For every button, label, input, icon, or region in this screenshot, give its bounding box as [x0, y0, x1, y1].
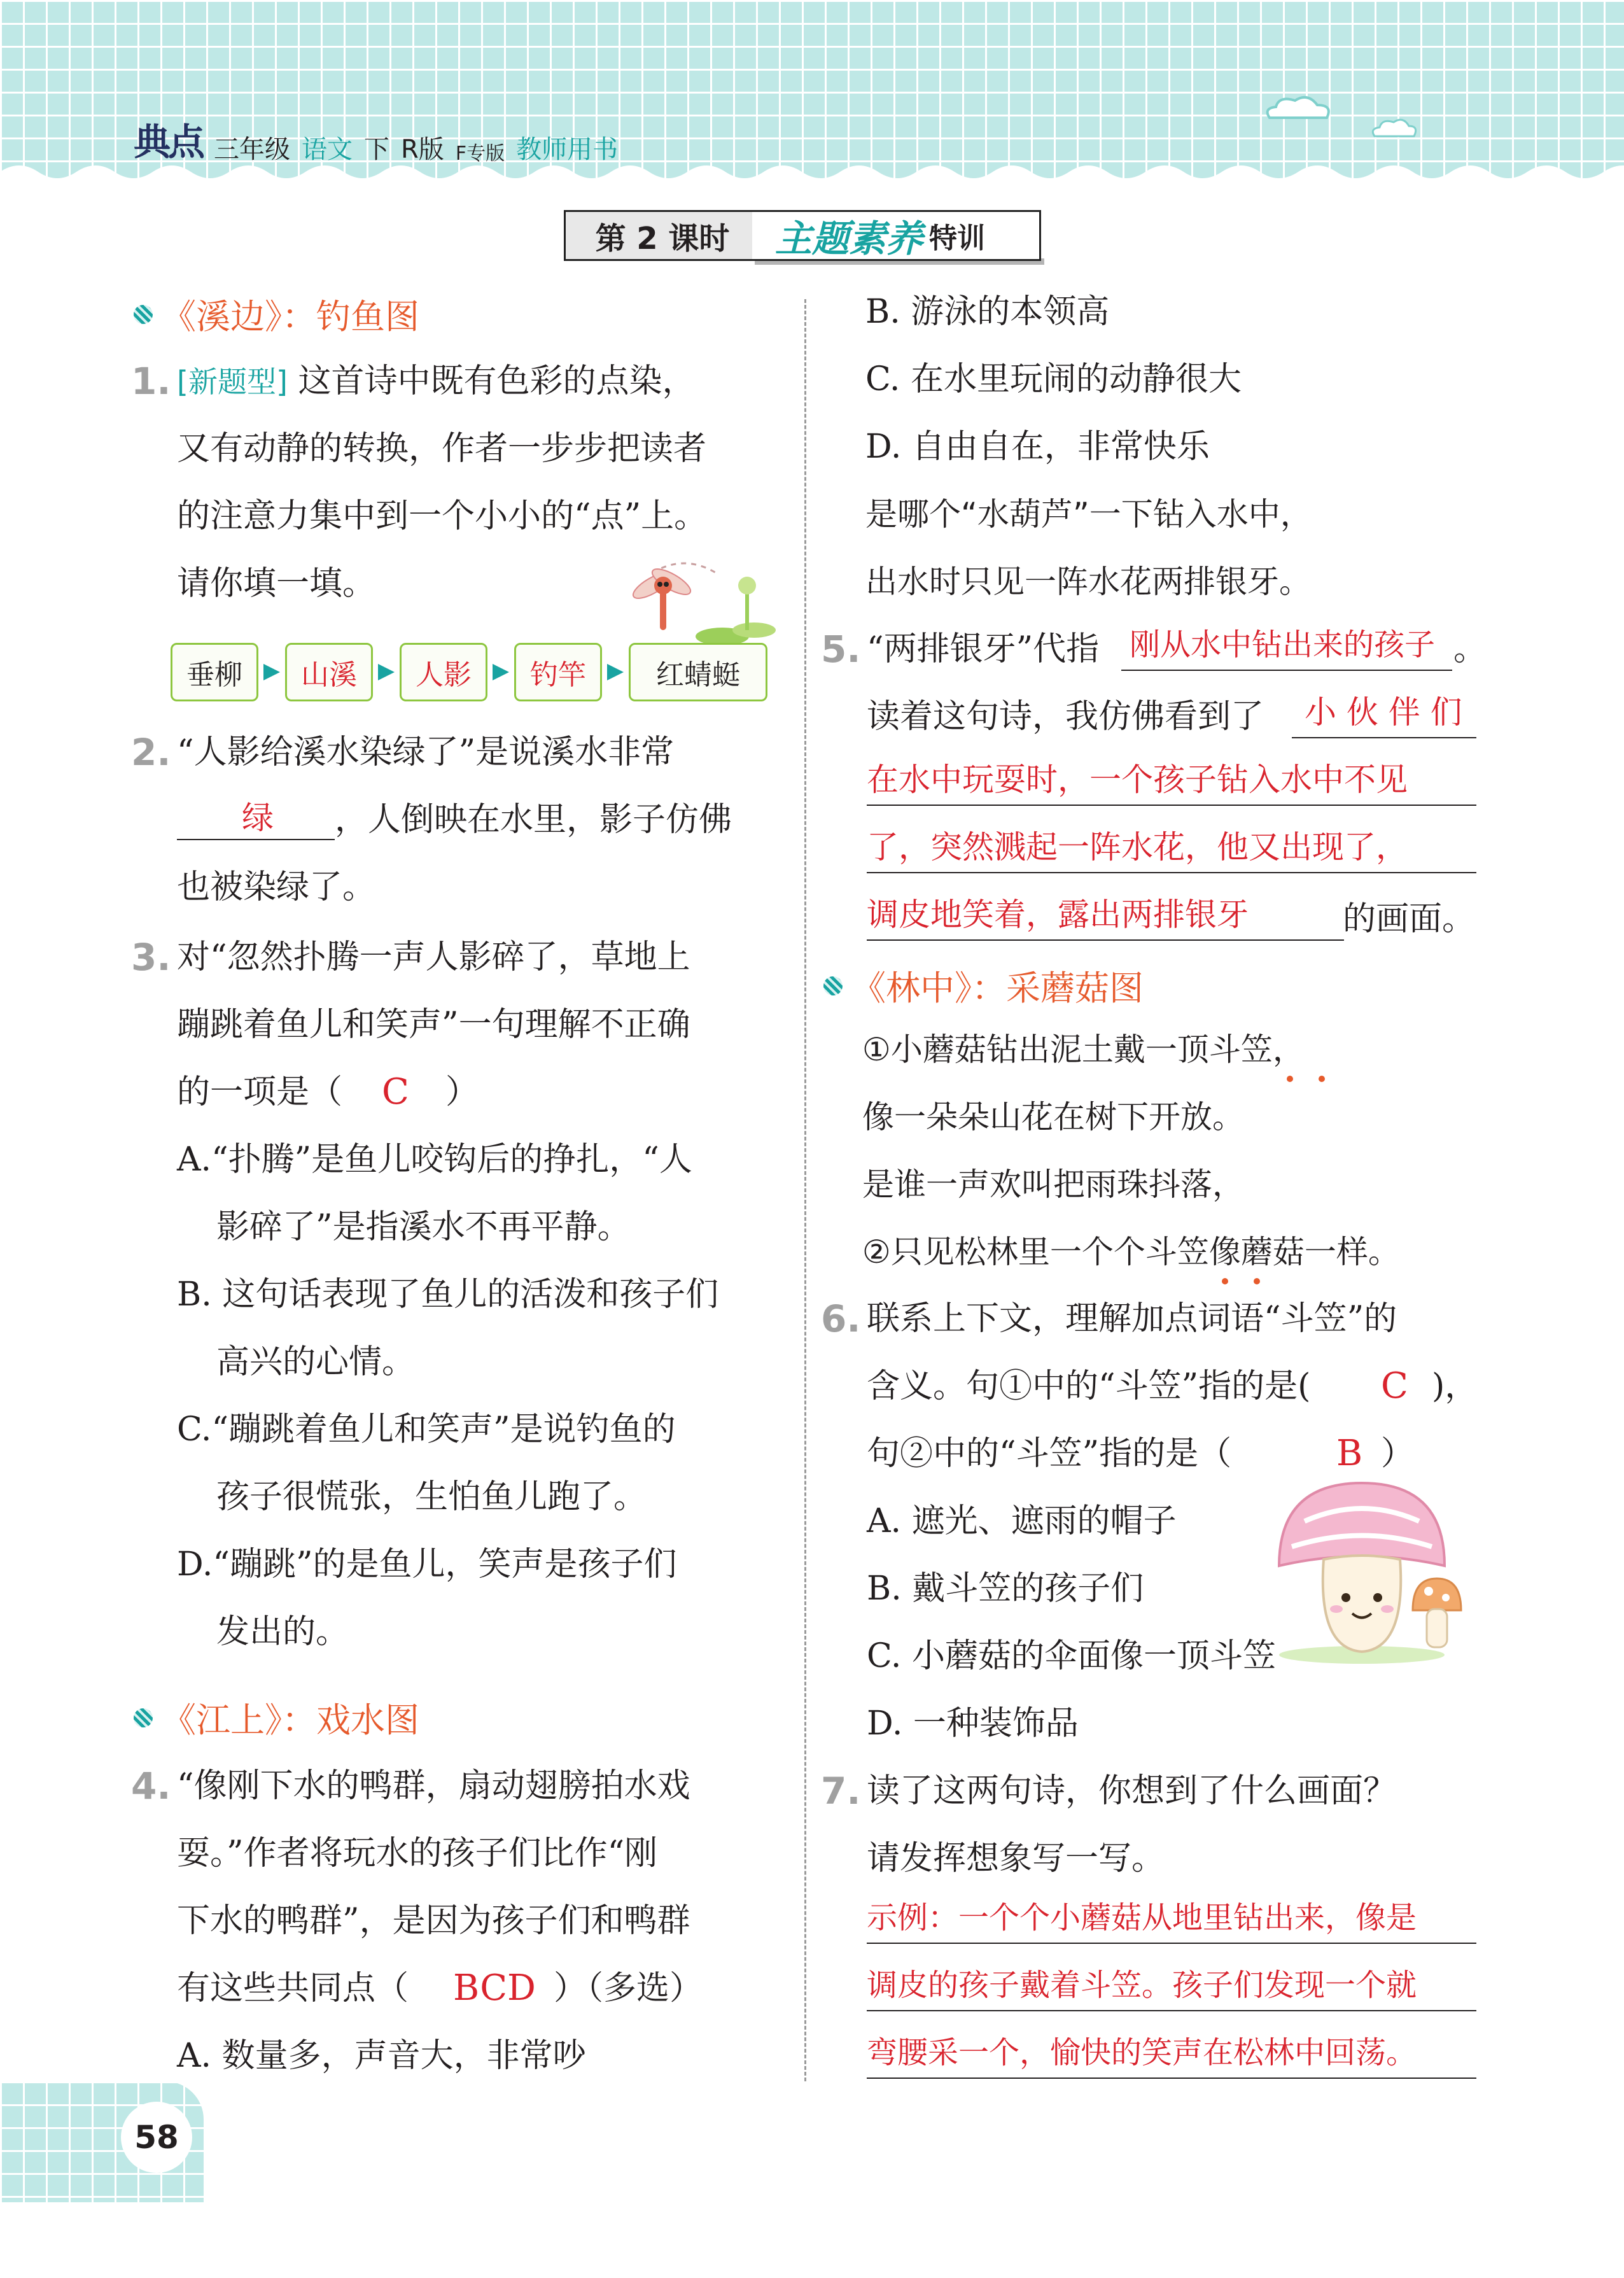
poem-line: 像一朵朵山花在树下开放。 [862, 1099, 1244, 1135]
question-text: [新题型] 这首诗中既有色彩的点染， [177, 362, 696, 400]
question-text: 读了这两句诗，你想到了什么画面？ [867, 1772, 1397, 1810]
question-text: “人影给溪水染绿了”是说溪水非常 [177, 733, 675, 771]
brand-logo: 典点 [134, 120, 203, 164]
lesson-theme-box [752, 210, 1041, 261]
question-text: ） [445, 1073, 479, 1111]
question-text: 的注意力集中到一个小小的“点”上。 [177, 497, 708, 535]
section-heading: 《溪边》：钓鱼图 [134, 290, 419, 339]
section-dot-icon [134, 305, 153, 324]
emphasis-dot [1319, 1076, 1325, 1082]
answer-text: 小 伙 伴 们 [1305, 694, 1462, 731]
question-text: 有这些共同点（ [177, 1969, 409, 2007]
question-number: 2. [131, 731, 171, 774]
option-text: B. 这句话表现了鱼儿的活泼和孩子们 [177, 1276, 719, 1314]
option-text: 发出的。 [216, 1613, 349, 1651]
option-text: D.“蹦跳”的是鱼儿，笑声是孩子们 [177, 1545, 677, 1584]
question-text: 也被染绿了。 [177, 868, 376, 906]
emphasis-dot [1287, 1076, 1293, 1082]
emphasis-dot [1222, 1278, 1228, 1284]
answer-text: 调皮的孩子戴着斗笠。孩子们发现一个就 [867, 1967, 1417, 2003]
new-type-tag: [新题型] [177, 365, 288, 399]
answer-text: 弯腰采一个，愉快的笑声在松林中回荡。 [867, 2035, 1417, 2071]
answer-blank [1121, 670, 1452, 671]
question-number: 1. [131, 360, 171, 403]
section-heading: 《江上》：戏水图 [134, 1693, 419, 1742]
answer-text: 在水中玩耍时，一个孩子钻入水中不见 [867, 761, 1408, 798]
option-text: D. 自由自在，非常快乐 [865, 428, 1210, 466]
answer-blank [867, 2078, 1476, 2079]
poem-line: 是哪个“水葫芦”一下钻入水中， [865, 496, 1312, 533]
question-text: ）（多选） [554, 1969, 703, 2007]
option-text: C. 在水里玩闹的动静很大 [865, 360, 1242, 398]
arrow-right-icon [487, 664, 514, 680]
answer-choice: B [1336, 1433, 1363, 1474]
question-text: 请你填一填。 [177, 565, 376, 603]
question-number: 5. [821, 628, 861, 671]
question-text: 的一项是（ [177, 1073, 343, 1111]
chain-box-answer: 山溪 [285, 643, 373, 701]
section-dot-icon [823, 976, 843, 995]
arrow-right-icon [373, 664, 400, 680]
header-special: F专版 [455, 143, 505, 165]
question-text: ，人倒映在水里，影子仿佛 [335, 801, 732, 839]
cloud-icon [1368, 115, 1419, 143]
option-text: A. 数量多，声音大，非常吵 [177, 2037, 586, 2075]
poem-sequence-chain [171, 643, 767, 701]
answer-blank [177, 839, 335, 840]
question-number: 3. [131, 936, 171, 979]
poem-line: ①小蘑菇钻出泥土戴一顶斗笠， [862, 1031, 1305, 1068]
option-text: B. 游泳的本领高 [865, 293, 1110, 331]
answer-blank [867, 872, 1476, 873]
chain-box: 垂柳 [171, 643, 258, 701]
option-text: 影碎了”是指溪水不再平静。 [216, 1208, 631, 1246]
option-text: 孩子很慌张，生怕鱼儿跑了。 [216, 1478, 647, 1516]
header-grade: 三年级 [214, 135, 291, 164]
emphasis-dot [1254, 1278, 1260, 1284]
question-text: 句②中的“斗笠”指的是（ [867, 1435, 1232, 1473]
question-text: 。 [1453, 630, 1487, 668]
answer-choice: BCD [453, 1967, 536, 2009]
poem-line: 出水时只见一阵水花两排银牙。 [865, 563, 1311, 600]
option-text: 高兴的心情。 [216, 1343, 416, 1381]
lesson-label: 第 2 课时 [564, 210, 761, 261]
poem-line: ②只见松林里一个个斗笠像蘑菇一样。 [862, 1234, 1400, 1270]
mushroom-icon [1266, 1470, 1476, 1668]
question-text: “两排银牙”代指 [867, 630, 1100, 668]
question-text: 联系上下文，理解加点词语“斗笠”的 [867, 1300, 1397, 1338]
lesson-theme: 主题素养 [775, 217, 923, 260]
chain-box: 红蜻蜓 [629, 643, 767, 701]
question-text: 的画面。 [1343, 900, 1476, 938]
arrow-right-icon [258, 664, 285, 680]
chain-box-answer: 人影 [400, 643, 487, 701]
question-text: 下水的鸭群”，是因为孩子们和鸭群 [177, 1902, 690, 1940]
answer-text: 示例：一个个小蘑菇从地里钻出来，像是 [867, 1900, 1417, 1936]
cloud-icon [1260, 89, 1336, 127]
answer-blank [867, 1943, 1476, 1944]
question-text: )， [1432, 1367, 1478, 1405]
answer-blank [867, 939, 1344, 941]
header-brand [134, 121, 618, 165]
question-text: 又有动静的转换，作者一步步把读者 [177, 430, 707, 468]
header-book-type: 教师用书 [516, 135, 619, 164]
header-volume: 下 [364, 135, 390, 164]
section-dot-icon [134, 1708, 153, 1727]
option-text: A.“扑腾”是鱼儿咬钩后的挣扎，“人 [177, 1141, 692, 1179]
answer-blank [867, 2010, 1476, 2011]
answer-text: 绿 [242, 799, 274, 836]
poem-line: 是谁一声欢叫把雨珠抖落， [862, 1166, 1244, 1203]
option-text: D. 一种装饰品 [867, 1705, 1079, 1743]
question-text: 含义。句①中的“斗笠”指的是( [867, 1367, 1311, 1405]
option-text: B. 戴斗笠的孩子们 [867, 1570, 1144, 1608]
answer-blank [1292, 737, 1476, 738]
lesson-title [564, 210, 1047, 265]
page-number: 58 [121, 2102, 192, 2173]
question-text: 读着这句诗，我仿佛看到了 [867, 698, 1264, 736]
question-number: 7. [821, 1769, 861, 1813]
arrow-right-icon [602, 664, 629, 680]
header-edition: R版 [401, 135, 444, 164]
answer-text: 了，突然溅起一阵水花，他又出现了， [867, 829, 1408, 866]
question-number: 4. [131, 1764, 171, 1808]
question-text: 耍。”作者将玩水的孩子们比作“刚 [177, 1834, 658, 1873]
answer-choice: C [382, 1071, 409, 1113]
option-text: C.“蹦跳着鱼儿和笑声”是说钓鱼的 [177, 1410, 676, 1449]
answer-choice: C [1381, 1365, 1408, 1407]
option-text: A. 遮光、遮雨的帽子 [867, 1502, 1177, 1540]
question-number: 6. [821, 1297, 861, 1340]
question-text: 蹦跳着鱼儿和笑声”一句理解不正确 [177, 1006, 690, 1044]
question-text: ） [1381, 1435, 1415, 1473]
question-text: “像刚下水的鸭群，扇动翅膀拍水戏 [177, 1767, 690, 1805]
header-subject: 语文 [302, 135, 353, 164]
section-heading: 《林中》：采蘑菇图 [823, 961, 1144, 1010]
option-text: C. 小蘑菇的伞面像一顶斗笠 [867, 1637, 1276, 1675]
question-text: 请发挥想象写一写。 [867, 1839, 1165, 1878]
chain-box-answer: 钓竿 [514, 643, 602, 701]
answer-text: 刚从水中钻出来的孩子 [1130, 627, 1436, 663]
answer-text: 调皮地笑着，露出两排银牙 [867, 896, 1249, 933]
question-text: 对“忽然扑腾一声人影碎了，草地上 [177, 938, 690, 976]
dragonfly-icon [627, 560, 780, 649]
lesson-train: 特训 [929, 222, 986, 255]
answer-blank [867, 805, 1476, 806]
column-divider [804, 299, 806, 2081]
